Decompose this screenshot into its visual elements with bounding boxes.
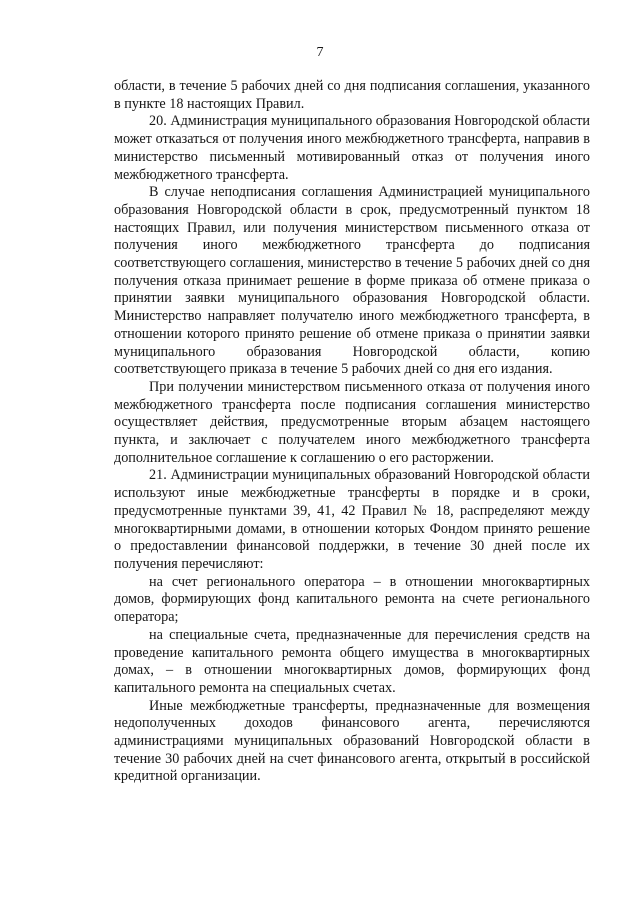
paragraph-refusal-after-signing: При получении министерством письменного отказа от получения иного межбюджетного трансферта после подписания соглашения министерство осуществляет действия, предусмотренные вторым абзацем настоящего пункта, и заключает с получателем иного межбюджетного трансферта дополнительное соглашение к соглашению о его расторжении. — [114, 378, 590, 466]
paragraph-financial-agent: Иные межбюджетные трансферты, предназначенные для возмещения недополученных доходов финансового агента, перечисляются администрациями муниципальных образований Новгородской области в течение 30 рабочих дней на счет финансового агента, открытый в российской кредитной организации. — [114, 697, 590, 785]
paragraph-regional-operator: на счет регионального оператора – в отношении многоквартирных домов, формирующих фонд капитального ремонта на счете регионального оператора; — [114, 573, 590, 626]
paragraph-clause-21: 21. Администрации муниципальных образований Новгородской области используют иные межбюджетные трансферты в порядке и в сроки, предусмотренные пунктами 39, 41, 42 Правил № 18, распределяют между многоквартирными домами, в отношении которых Фондом принято решение о предоставлении финансовой поддержки, в течение 30 дней после их получения перечисляют: — [114, 467, 590, 572]
paragraph-non-signing: В случае неподписания соглашения Администрацией муниципального образования Новгородской области в срок, предусмотренный пунктом 18 настоящих Правил, или получения министерством письменного отказа от получения иного межбюджетного трансферта до подписания соответствующего соглашения, министерство в течение 5 рабочих дней со дня получения отказа принимает решение в форме приказа об отмене приказа о принятии заявки муниципального образования Новгородской области. Министерство направляет получателю иного межбюджетного трансферта, в отношении которого принято решение об отмене приказа о принятии заявки муниципального образования Новгородской области, копию соответствующего приказа в течение 5 рабочих дней со дня его издания. — [114, 184, 590, 378]
paragraph-special-accounts: на специальные счета, предназначенные для перечисления средств на проведение капитального ремонта общего имущества в многоквартирных домах, – в отношении многоквартирных домов, формирующих фонд капитального ремонта на специальных счетах. — [114, 626, 590, 696]
paragraph-continuation: области, в течение 5 рабочих дней со дня подписания соглашения, указанного в пункте 18 настоящих Правил. — [114, 78, 590, 112]
paragraph-clause-20: 20. Администрация муниципального образования Новгородской области может отказаться от получения иного межбюджетного трансферта, направив в министерство письменный мотивированный отказ от получения иного межбюджетного трансферта. — [114, 113, 590, 183]
page-number: 7 — [316, 45, 324, 60]
document-body — [114, 78, 590, 786]
